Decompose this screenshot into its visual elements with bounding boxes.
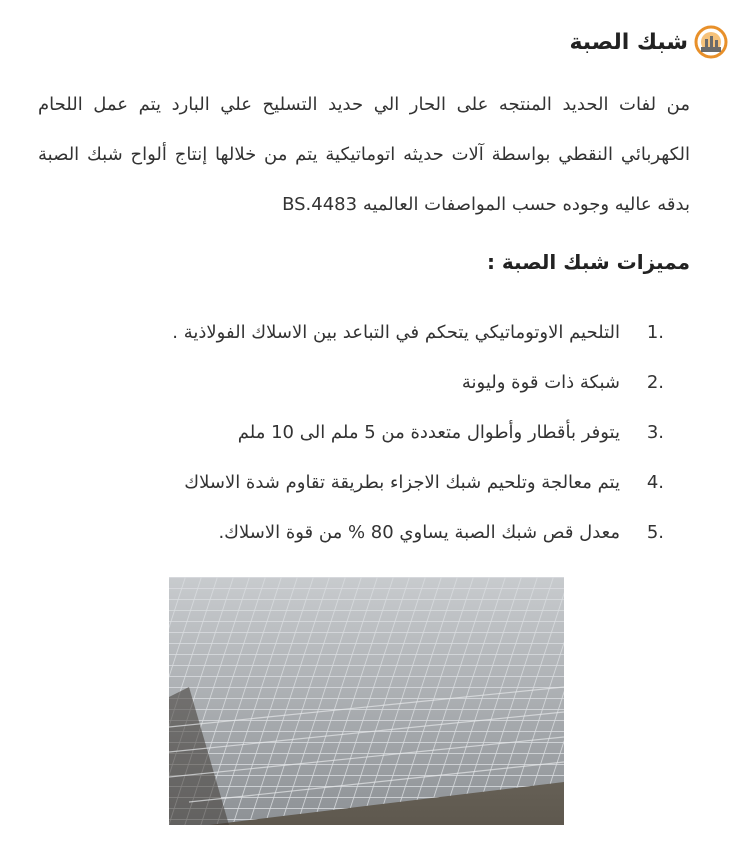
list-item-number: 4. [646,472,664,493]
list-item-text: يتوفر بأقطار وأطوال متعددة من 5 ملم الى 10 ملم [237,422,620,443]
list-item [172,458,664,508]
list-item-text: شبكة ذات قوة وليونة [461,372,620,393]
list-item-text: التلحيم الاوتوماتيكي يتحكم في التباعد بين الاسلاك الفولاذية . [172,322,620,343]
list-item [172,308,664,358]
features-list [172,308,664,558]
list-item-text: يتم معالجة وتلحيم شبك الاجزاء بطريقة تقاوم شدة الاسلاك [184,472,620,493]
sun-arc-logo-icon [694,25,728,59]
list-item-number: 2. [646,372,664,393]
list-item-number: 1. [646,322,664,343]
list-item [172,508,664,558]
steel-mesh-photo [169,577,564,825]
list-item [172,358,664,408]
steel-mesh-illustration [169,577,564,825]
features-heading: مميزات شبك الصبة : [486,250,690,274]
page-header [569,24,728,60]
list-item-number: 5. [646,522,664,543]
page-title: شبك الصبة [569,29,688,55]
list-item [172,408,664,458]
intro-paragraph: من لفات الحديد المنتجه على الحار الي حديد التسليح علي البارد يتم عمل اللحام الكهربائي النقطي بواسطة آلات حديثه اتوماتيكية يتم من خلالها إنتاج ألواح شبك الصبة بدقه عاليه وجوده حسب المواصفات العالميه BS.4483 [38,94,690,215]
mesh-grid [169,577,564,825]
list-item-text: معدل قص شبك الصبة يساوي 80 % من قوة الاسلاك. [218,522,620,543]
list-item-number: 3. [646,422,664,443]
